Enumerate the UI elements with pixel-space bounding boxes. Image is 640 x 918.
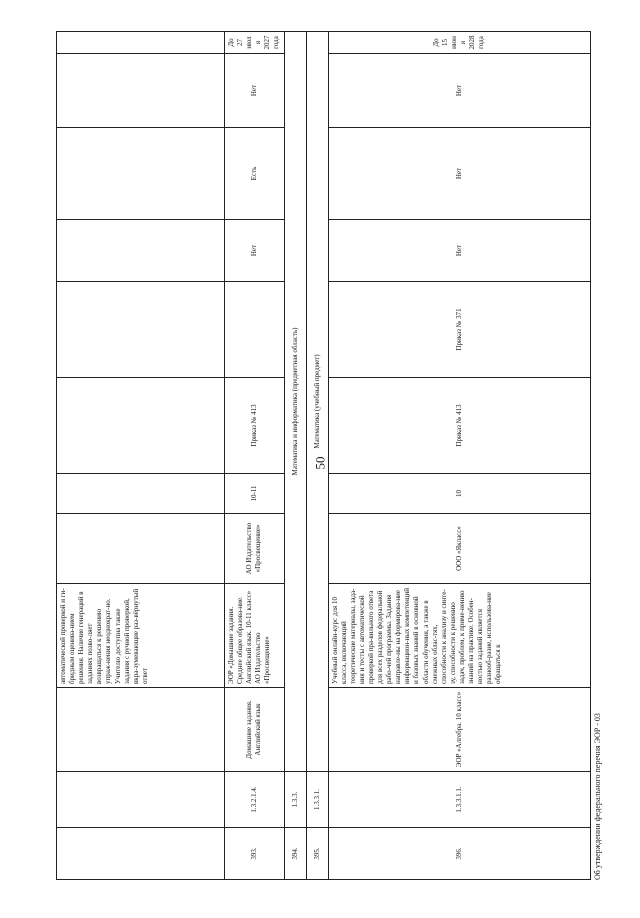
row-description: Учебный онлайн-курс для 10 класса, включающий теоретические материалы, зада-ния и тесты с автоматической проверкой пра-вильного ответа для всех разделов федеральной рабо-чей программы. Задания направле-ны на формирова-ние информацион-ных компетенций и базовых знаний в основной области обучения, а также в смежных облас-тях, способности к анализу и синте-зу, способности к решению задач, проблем, к приме-нению знаний на практике. Особен-ностью заданий является разнооб-разие, использова-ние обращаться к xyxy=(328,584,590,688)
row-grades: 10-11 xyxy=(225,474,285,514)
section-number: 394. xyxy=(284,828,306,880)
row-deadline: До 27 июля 2027 года xyxy=(225,32,285,54)
row-publisher: ООО «Якласс» xyxy=(328,514,590,584)
section-row xyxy=(284,32,306,880)
row-deadline xyxy=(57,32,225,54)
row-order2 xyxy=(225,282,285,378)
row-col11: Нет xyxy=(225,54,285,128)
registry-table-wrapper xyxy=(56,32,584,880)
row-number: 396. xyxy=(328,828,590,880)
row-number xyxy=(57,828,225,880)
row-grades xyxy=(57,474,225,514)
row-order2: Приказ № 371 xyxy=(328,282,590,378)
section-label: Математика и информатика (предметная область) xyxy=(284,32,306,772)
row-col9 xyxy=(57,220,225,282)
section-number: 395. xyxy=(306,828,328,880)
row-col10 xyxy=(57,128,225,220)
row-number: 393. xyxy=(225,828,285,880)
row-description: автоматической проверкой и ги-бридным оценива-нием решения. Наличие генераций в заданиях позво-ляет возвращаться к решению упраж-нения неоднократ-но. Учителю доступна также задания с ручной проверкой, вкра-зумевающие раз-вёрнутый ответ xyxy=(57,584,225,688)
row-order2 xyxy=(57,282,225,378)
row-col9: Нет xyxy=(328,220,590,282)
row-publisher xyxy=(57,514,225,584)
row-order xyxy=(57,378,225,474)
row-col10: Нет xyxy=(328,128,590,220)
row-col10: Есть xyxy=(225,128,285,220)
page-number: 50 xyxy=(312,456,327,470)
row-code: 1.3.2.1.4. xyxy=(225,772,285,828)
section-label: Математика (учебный предмет) xyxy=(306,32,328,772)
section-row xyxy=(306,32,328,880)
section-code: 1.3.3. xyxy=(284,772,306,828)
table-row xyxy=(225,32,285,880)
table-row xyxy=(328,32,590,880)
row-grades: 10 xyxy=(328,474,590,514)
row-title: ЭОР «Алгебра. 10 класс» xyxy=(328,688,590,772)
row-col11 xyxy=(57,54,225,128)
row-col11: Нет xyxy=(328,54,590,128)
row-order: Приказ № 413 xyxy=(328,378,590,474)
row-deadline: До 15 июня 2028 года xyxy=(328,32,590,54)
row-title: Домашние задания. Английский язык xyxy=(225,688,285,772)
row-publisher: АО Издательство «Просвещение» xyxy=(225,514,285,584)
row-code: 1.3.3.1.1. xyxy=(328,772,590,828)
eor-registry-table xyxy=(56,31,591,880)
table-row xyxy=(57,32,225,880)
row-description: ЭОР «Домашние задания. Среднее общее образова-ние. Английский язык. 10-11 класс» АО Издательство «Просвещение» xyxy=(225,584,285,688)
row-order: Приказ № 413 xyxy=(225,378,285,474)
document-footer: Об утверждении федерального перечня ЭОР - 03 xyxy=(593,713,602,880)
row-col9: Нет xyxy=(225,220,285,282)
section-code: 1.3.3.1. xyxy=(306,772,328,828)
row-code xyxy=(57,772,225,828)
row-title xyxy=(57,688,225,772)
